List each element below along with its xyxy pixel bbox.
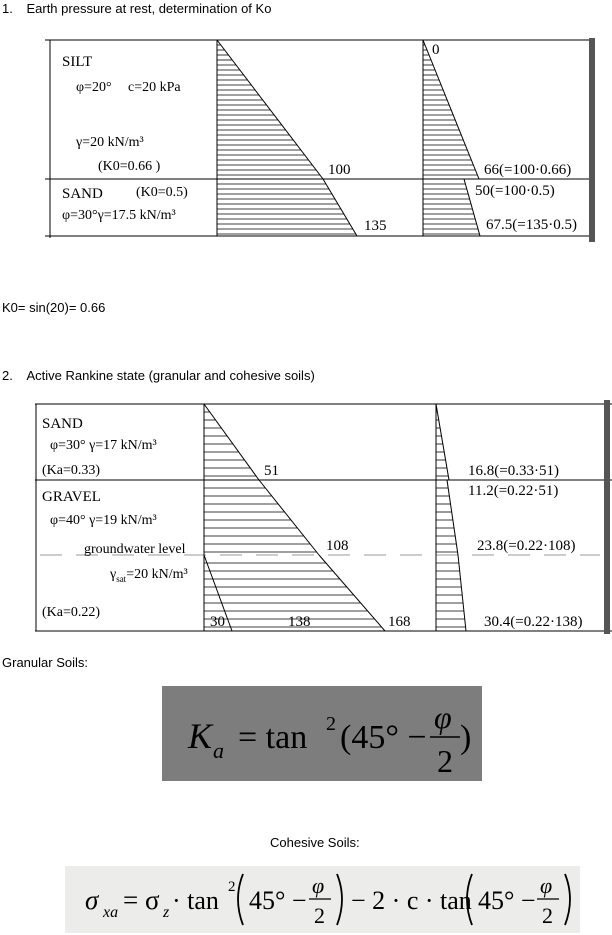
ka-subscript: a	[213, 738, 224, 763]
lateral-stress-hatch	[436, 412, 466, 627]
lateral-168-label: 16.8(=0.33·51)	[468, 463, 559, 479]
minus-2c-tan: − 2 · c · tan	[351, 886, 472, 915]
silt-c: c=20 kPa	[128, 80, 181, 95]
stress-138-label: 138	[288, 614, 311, 630]
vertical-stress-line-saturated	[319, 555, 385, 631]
granular-soils-label: Granular Soils:	[2, 655, 88, 670]
dot-tan: · tan	[172, 886, 219, 915]
stress-135-label: 135	[364, 218, 387, 234]
lateral-stress-line-sand	[436, 404, 449, 480]
section1-title: Earth pressure at rest, determination of Ko	[26, 1, 272, 16]
paren2-term: 45° −	[478, 886, 536, 915]
gamma-sat-value: =20 kN/m³	[126, 567, 188, 582]
lateral-112-label: 11.2(=0.22·51)	[468, 483, 559, 499]
silt-k0: (K0=0.66 )	[98, 159, 161, 174]
gamma-sat-subscript: sat	[116, 574, 127, 584]
gravel-ka: (Ka=0.22)	[42, 605, 101, 620]
vertical-stress-line-sand	[323, 179, 357, 236]
stress-100-label: 100	[328, 162, 351, 178]
tan-exponent: 2	[326, 713, 336, 735]
tan-exponent: 2	[228, 879, 236, 895]
cohesive-soils-label: Cohesive Soils:	[270, 835, 360, 850]
stress-108-label: 108	[326, 538, 349, 554]
lateral-304-label: 30.4(=0.22·138)	[484, 614, 583, 630]
retaining-wall	[604, 400, 610, 634]
gravel-label: GRAVEL	[42, 489, 101, 505]
k0-formula-text: K0= sin(20)= 0.66	[2, 300, 106, 315]
gravel-props: φ=40° γ=19 kN/m³	[50, 513, 157, 528]
cohesive-formula	[65, 866, 580, 933]
gamma-sat-symbol: γ	[110, 567, 117, 582]
stress-51-label: 51	[264, 463, 279, 479]
paren1-term: 45° −	[249, 886, 307, 915]
sand-label: SAND	[62, 186, 103, 202]
lateral-50-label: 50(=100·0.5)	[475, 183, 555, 199]
retaining-wall	[589, 38, 595, 242]
lateral-stress-line-saturated	[458, 555, 466, 631]
two-denominator-2: 2	[542, 903, 553, 928]
active-rankine-figure	[0, 398, 612, 636]
section2-number: 2.	[2, 368, 13, 383]
silt-label: SILT	[62, 54, 93, 70]
lateral-238-label: 23.8(=0.22·108)	[477, 538, 576, 554]
earth-pressure-rest-figure	[0, 28, 612, 250]
phi-numerator-1: φ	[312, 873, 325, 898]
sand-k0: (K0=0.5)	[136, 185, 188, 200]
sigma-xa-subscript: xa	[103, 904, 119, 921]
stress-168-label: 168	[388, 614, 411, 630]
gamma-sat-label	[109, 567, 188, 584]
section1-heading	[2, 1, 271, 16]
section2-title: Active Rankine state (granular and cohesive soils)	[26, 368, 315, 383]
sand-props: φ=30° γ=17 kN/m³	[50, 438, 157, 453]
two-denominator-1: 2	[314, 903, 325, 928]
sigma-xa-symbol: σ	[85, 885, 99, 915]
granular-formula	[162, 686, 482, 781]
equals-sigma: = σ	[123, 885, 160, 915]
equals-tan: = tan	[238, 719, 308, 756]
section2-heading	[2, 368, 315, 383]
stress-30-label: 30	[210, 614, 225, 630]
silt-gamma: γ=20 kN/m³	[76, 135, 144, 150]
two-denominator: 2	[437, 743, 453, 779]
lateral-stress-line-silt	[423, 40, 479, 179]
section1-number: 1.	[2, 1, 13, 16]
lateral-675-label: 67.5(=135·0.5)	[486, 217, 577, 233]
vertical-stress-line-silt	[217, 40, 323, 179]
z-subscript: z	[163, 904, 170, 921]
sand-label: SAND	[42, 416, 83, 432]
groundwater-label: groundwater level	[84, 542, 186, 557]
silt-phi: φ=20°	[76, 80, 112, 95]
phi-numerator-2: φ	[540, 873, 553, 898]
close-paren: )	[460, 719, 472, 756]
vertical-stress-hatch	[204, 412, 382, 627]
lateral-zero-label: 0	[432, 42, 440, 58]
vertical-stress-hatch	[217, 45, 356, 234]
sand-ka: (Ka=0.33)	[42, 463, 101, 478]
vertical-stress-line-sand	[204, 404, 259, 480]
phi-numerator: φ	[434, 699, 452, 735]
open-term: (45° −	[340, 719, 427, 756]
ka-symbol: K	[188, 716, 213, 756]
lateral-66-label: 66(=100·0.66)	[484, 162, 572, 178]
sand-props: φ=30°γ=17.5 kN/m³	[62, 208, 176, 223]
